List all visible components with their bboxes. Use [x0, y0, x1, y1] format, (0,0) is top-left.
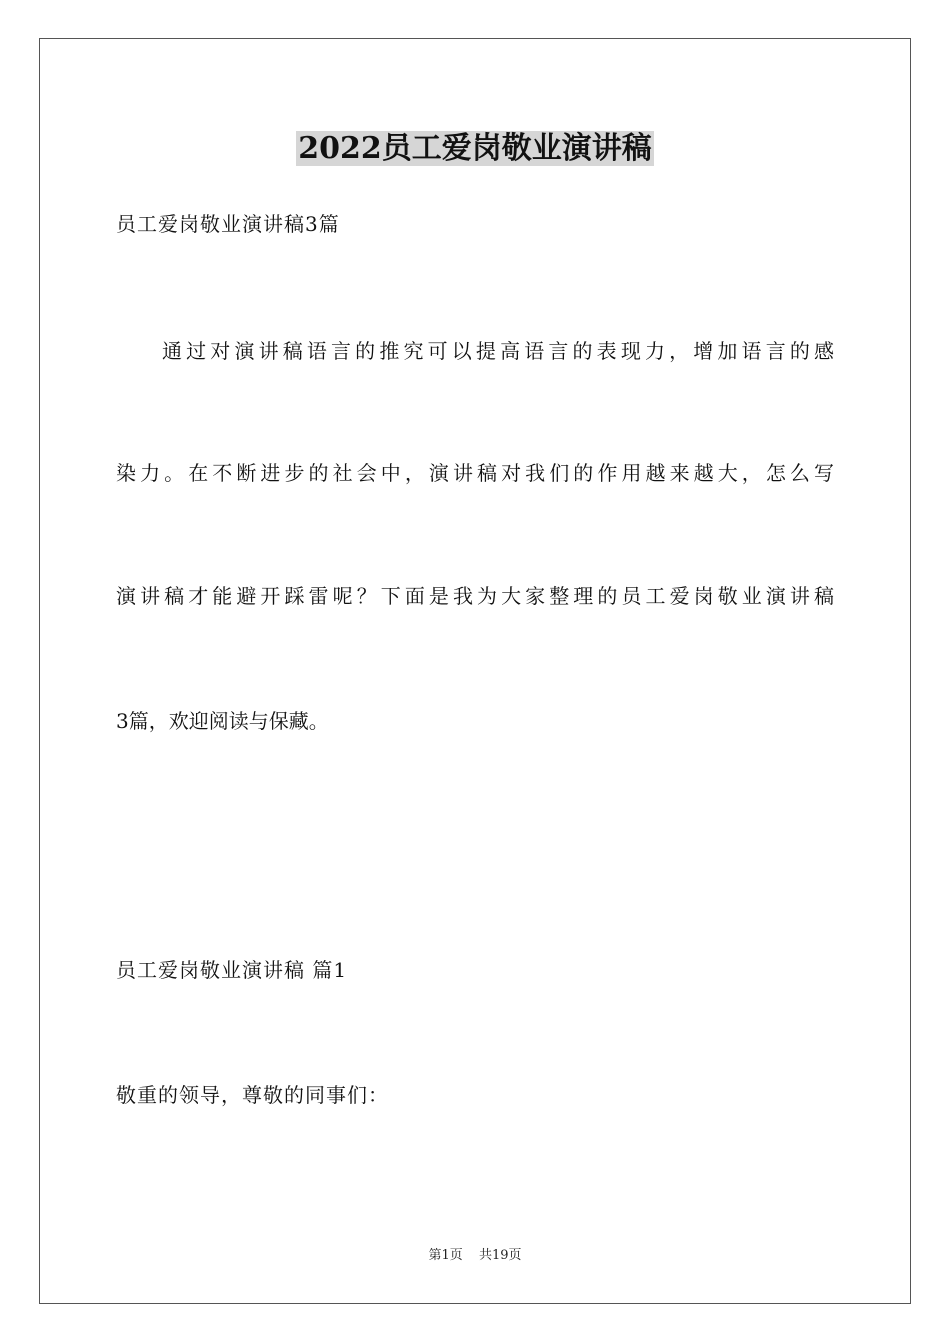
- intro-line-3: 演讲稿才能避开踩雷呢？下面是我为大家整理的员工爱岗敬业演讲稿: [116, 584, 834, 608]
- document-title-text: 2022员工爱岗敬业演讲稿: [298, 131, 652, 166]
- intro-line-1: 通过对演讲稿语言的推究可以提高语言的表现力，增加语言的感: [162, 339, 834, 363]
- page-footer: [0, 1247, 950, 1265]
- salutation: 敬重的领导，尊敬的同事们：: [116, 1083, 389, 1107]
- intro-line-2: 染力。在不断进步的社会中，演讲稿对我们的作用越来越大，怎么写: [116, 461, 834, 485]
- intro-line-4: 3篇，欢迎阅读与保藏。: [116, 709, 329, 733]
- document-title: [0, 128, 950, 170]
- page-total: 共19页: [478, 1248, 522, 1263]
- document-subtitle: 员工爱岗敬业演讲稿3篇: [116, 212, 340, 236]
- page-number: 第1页: [428, 1248, 463, 1263]
- section-heading: 员工爱岗敬业演讲稿 篇1: [116, 958, 348, 982]
